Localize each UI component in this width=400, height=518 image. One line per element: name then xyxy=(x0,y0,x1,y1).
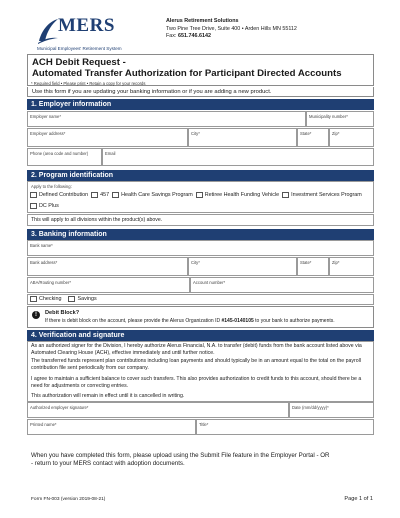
intro-text: Use this form if you are updating your banking information or if you are adding a new product. xyxy=(27,87,374,97)
program-note: This will apply to all divisions within the product(s) above. xyxy=(31,217,163,223)
bank-zip-field[interactable]: Zip* xyxy=(329,257,374,276)
option-health-care-savings[interactable]: Health Care Savings Program xyxy=(112,192,193,198)
logo-swoosh-icon xyxy=(36,17,60,45)
option-457[interactable]: 457 xyxy=(91,192,109,198)
verification-paragraph-3: I agree to maintain a sufficient balance to cover such transfers. This also provides authorization to credit funds to this account, should there be a need for adjustments or correcting entries. xyxy=(31,376,362,389)
option-savings[interactable]: Savings xyxy=(68,296,96,302)
debit-block-body: If there is debit block on the account, please provide the Alerus Organization ID #145-0140105 to your bank to authorize payments. xyxy=(45,318,335,324)
option-checking[interactable]: Checking xyxy=(30,296,61,302)
debit-block-title: Debit Block? xyxy=(45,310,80,316)
checkbox-retiree-health-funding[interactable] xyxy=(196,192,203,198)
submission-instructions: When you have completed this form, please upload using the Submit File feature in the Employer Portal - OR - return to your MERS contact with adoption documents. xyxy=(31,452,330,468)
section-banking-heading: 3. Banking information xyxy=(27,229,374,240)
checkbox-health-care-savings[interactable] xyxy=(112,192,119,198)
section-program-heading: 2. Program identification xyxy=(27,170,374,181)
debit-block-notice xyxy=(27,306,374,328)
checkbox-investment-services[interactable] xyxy=(282,192,289,198)
program-options-row2 xyxy=(30,203,59,209)
org-fax xyxy=(166,33,297,41)
bank-address-field[interactable]: Bank address* xyxy=(27,257,188,276)
bank-name-field[interactable]: Bank name* xyxy=(27,240,374,256)
org-address: Two Pine Tree Drive, Suite 400 • Arden Hills MN 55112 xyxy=(166,25,297,32)
section-employer-heading: 1. Employer information xyxy=(27,99,374,110)
exclamation-icon: ! xyxy=(32,311,40,319)
verification-paragraph-4: This authorization will remain in effect until it is cancelled in writing. xyxy=(31,393,185,399)
municipality-number-field[interactable]: Municipality number* xyxy=(306,111,374,127)
routing-number-field[interactable]: ABA/Routing number* xyxy=(27,277,190,293)
option-defined-contribution[interactable]: Defined Contribution xyxy=(30,192,88,198)
organization-id: #145-0140105 xyxy=(221,318,254,324)
form-number: Form FN-003 (version 2019-08-21) xyxy=(31,497,106,502)
printed-name-field[interactable]: Printed name* xyxy=(27,419,196,435)
required-note: * Required field • Please print • Retain a copy for your records xyxy=(31,81,146,86)
verification-paragraph-1: As an authorized signer for the Division, I hereby authorize Alerus Financial, N.A. to transfer (debit) funds from the bank account listed above via Automated Clearing House (ACH), effective immediately and until further notice. xyxy=(31,343,362,356)
title-field[interactable]: Title* xyxy=(196,419,374,435)
form-title-line2: Automated Transfer Authorization for Participant Directed Accounts xyxy=(32,68,342,79)
employer-email-field[interactable]: Email xyxy=(102,148,374,166)
mers-logo xyxy=(18,9,128,49)
employer-city-field[interactable]: City* xyxy=(188,128,297,147)
section-verification-heading: 4. Verification and signature xyxy=(27,330,374,341)
option-dc-plus[interactable]: DC Plus xyxy=(30,203,59,209)
checkbox-checking[interactable] xyxy=(30,296,37,302)
checkbox-dc-plus[interactable] xyxy=(30,203,37,209)
program-options-row1 xyxy=(30,192,362,198)
bank-state-field[interactable]: State* xyxy=(297,257,329,276)
org-name: Alerus Retirement Solutions xyxy=(166,18,239,24)
option-investment-services[interactable]: Investment Services Program xyxy=(282,192,362,198)
employer-zip-field[interactable]: Zip* xyxy=(329,128,374,147)
option-retiree-health-funding[interactable]: Retiree Health Funding Vehicle xyxy=(196,192,279,198)
checkbox-457[interactable] xyxy=(91,192,98,198)
logo-text: MERS xyxy=(58,15,115,36)
logo-subtitle: Municipal Employees' Retirement System xyxy=(37,46,122,51)
signature-field[interactable]: Authorized employer signature* xyxy=(27,402,289,418)
account-type-row xyxy=(30,296,97,302)
program-apply-label: Apply to the following: xyxy=(31,184,72,189)
fax-label: Fax: xyxy=(166,33,177,40)
organization-info xyxy=(166,18,297,41)
form-title-line1: ACH Debit Request - xyxy=(32,57,126,68)
page-number: Page 1 of 1 xyxy=(344,496,373,502)
signature-date-field[interactable]: Date (mm/dd/yyyy)* xyxy=(289,402,374,418)
checkbox-defined-contribution[interactable] xyxy=(30,192,37,198)
employer-address-field[interactable]: Employer address* xyxy=(27,128,188,147)
fax-number: 651.746.6142 xyxy=(177,33,211,40)
bank-city-field[interactable]: City* xyxy=(188,257,297,276)
verification-paragraph-2: The transferred funds represent plan contributions including loan payments and should typically be in an amount equal to the total on the payroll contribution file sent periodically from our company. xyxy=(31,358,361,371)
checkbox-savings[interactable] xyxy=(68,296,75,302)
employer-name-field[interactable]: Employer name* xyxy=(27,111,306,127)
account-number-field[interactable]: Account number* xyxy=(190,277,374,293)
employer-phone-field[interactable]: Phone (area code and number) xyxy=(27,148,102,166)
employer-state-field[interactable]: State* xyxy=(297,128,329,147)
